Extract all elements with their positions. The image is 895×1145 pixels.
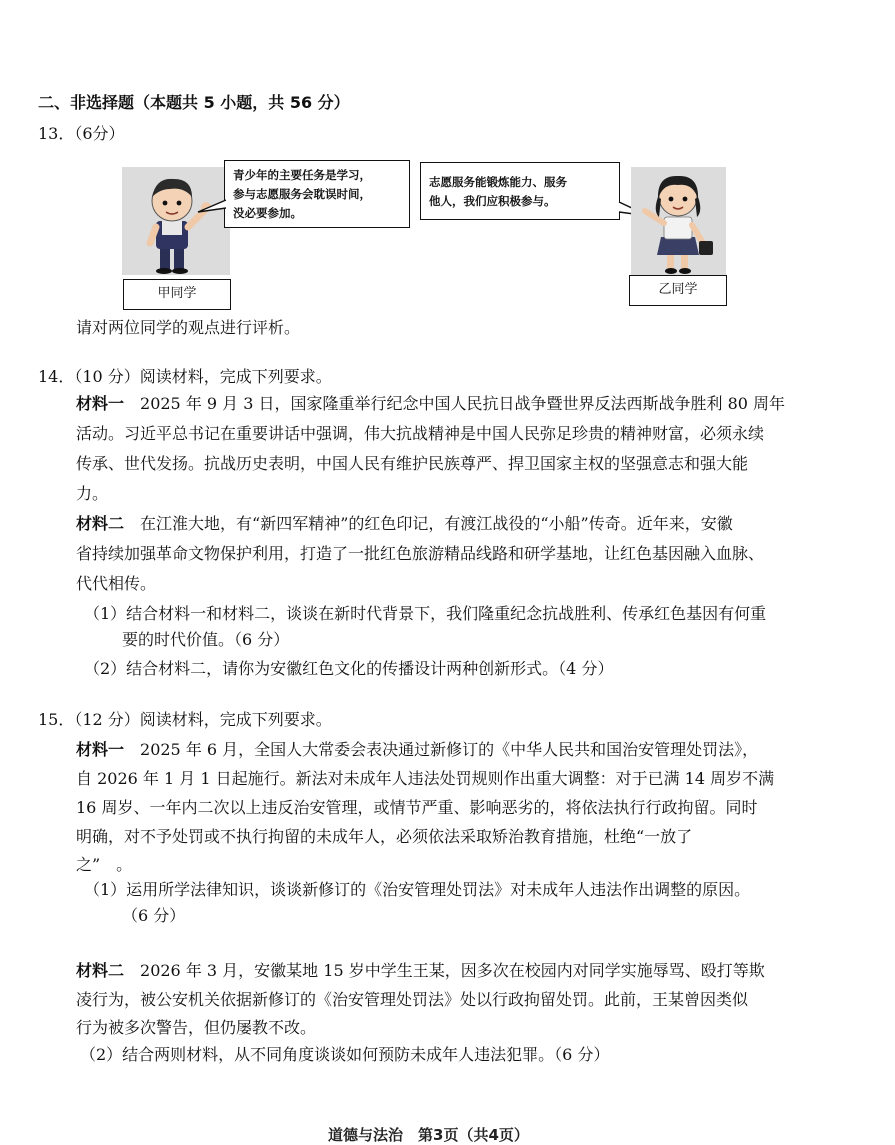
- q15-material-1-line-3: 16 周岁、一年内二次以上违反治安管理，或情节严重、影响恶劣的，将依法执行行政拘留。同时: [76, 798, 758, 817]
- q15-m2-text-1: 2026 年 3 月，安徽某地 15 岁中学生王某，因多次在校园内对同学实施辱骂、殴打等欺: [124, 961, 765, 980]
- q14-material-2-line-3: 代代相传。: [76, 574, 157, 593]
- q14-material-2-line-1: [76, 514, 733, 534]
- q15-material-1-line-2: 自 2026 年 1 月 1 日起施行。新法对未成年人违法处罚规则作出重大调整：对于已满 14 周岁不满: [76, 769, 775, 788]
- q13-prompt: 请对两位同学的观点进行评析。: [76, 318, 301, 337]
- q14-material-1-line-1: [76, 394, 785, 414]
- bubble-a-line-1: 青少年的主要任务是学习，: [233, 168, 371, 182]
- student-a-speech-bubble: [224, 160, 410, 228]
- q15-sub1-line-1: （1）运用所学法律知识，谈谈新修订的《治安管理处罚法》对未成年人违法作出调整的原因。: [84, 880, 751, 899]
- bubble-b-line-1: 志愿服务能锻炼能力、服务: [429, 175, 567, 189]
- q15-material-1-line-4: 明确，对不予处罚或不执行拘留的未成年人，必须依法采取矫治教育措施，杜绝“一放了: [76, 827, 693, 846]
- q14-material-2-line-2: 省持续加强革命文物保护利用，打造了一批红色旅游精品线路和研学基地，让红色基因融入血脉、: [76, 544, 765, 563]
- bubble-a-line-2: 参与志愿服务会耽误时间，: [233, 187, 371, 201]
- q15-material-2-line-3: 行为被多次警告，但仍屡教不改。: [76, 1018, 317, 1037]
- q14-m2-text-1: 在江淮大地，有“新四军精神”的红色印记，有渡江战役的“小船”传奇。近年来，安徽: [124, 514, 733, 533]
- q14-material-1-label: 材料一: [76, 394, 125, 413]
- q14-header: 14．（10 分）阅读材料，完成下列要求。: [38, 367, 332, 386]
- q14-m1-text-1: 2025 年 9 月 3 日，国家隆重举行纪念中国人民抗日战争暨世界反法西斯战争胜利 80 周年: [124, 394, 786, 413]
- bubble-a-tail: [196, 196, 228, 216]
- q14-sub2: （2）结合材料二，请你为安徽红色文化的传播设计两种创新形式。（4 分）: [84, 659, 614, 678]
- q15-material-2-line-2: 凌行为，被公安机关依据新修订的《治安管理处罚法》处以行政拘留处罚。此前，王某曾因类似: [76, 990, 749, 1009]
- student-b-name: 乙同学: [629, 275, 727, 306]
- q14-sub1-line-1: （1）结合材料一和材料二，谈谈在新时代背景下，我们隆重纪念抗战胜利、传承红色基因有何重: [84, 604, 767, 623]
- q14-material-2-label: 材料二: [76, 514, 125, 533]
- section-heading: 二、非选择题（本题共 5 小题，共 56 分）: [38, 93, 350, 112]
- bubble-b-line-2: 他人，我们应积极参与。: [429, 194, 556, 208]
- student-a-illustration: [122, 167, 230, 275]
- q15-sub2: （2）结合两则材料，从不同角度谈谈如何预防未成年人违法犯罪。（6 分）: [80, 1045, 610, 1064]
- q15-material-1-line-5: 之” 。: [76, 855, 133, 874]
- q15-material-1-label: 材料一: [76, 740, 125, 759]
- student-b-speech-bubble: [420, 162, 620, 220]
- q15-material-1-line-1: [76, 740, 758, 760]
- q15-material-2-line-1: [76, 961, 765, 981]
- q14-material-1-line-3: 传承、世代发扬。抗战历史表明，中国人民有维护民族尊严、捍卫国家主权的坚强意志和强大能: [76, 454, 749, 473]
- q15-material-2-label: 材料二: [76, 961, 125, 980]
- student-a-name: 甲同学: [123, 279, 231, 310]
- q15-m1-text-1: 2025 年 6 月，全国人大常委会表决通过新修订的《中华人民共和国治安管理处罚法》，: [124, 740, 759, 759]
- q14-sub1-line-2: 要的时代价值。（6 分）: [122, 630, 290, 649]
- q15-header: 15．（12 分）阅读材料，完成下列要求。: [38, 710, 332, 729]
- q14-material-1-line-2: 活动。习近平总书记在重要讲话中强调，伟大抗战精神是中国人民弥足珍贵的精神财富，必须永续: [76, 424, 765, 443]
- q15-sub1-line-2: （6 分）: [122, 906, 186, 925]
- q14-material-1-line-4: 力。: [76, 484, 109, 503]
- bubble-a-line-3: 没必要参加。: [233, 206, 302, 220]
- q13-number: 13．（6分）: [38, 124, 125, 143]
- page-footer: 道德与法治 第3页（共4页）: [328, 1126, 529, 1144]
- student-b-illustration: [631, 167, 726, 275]
